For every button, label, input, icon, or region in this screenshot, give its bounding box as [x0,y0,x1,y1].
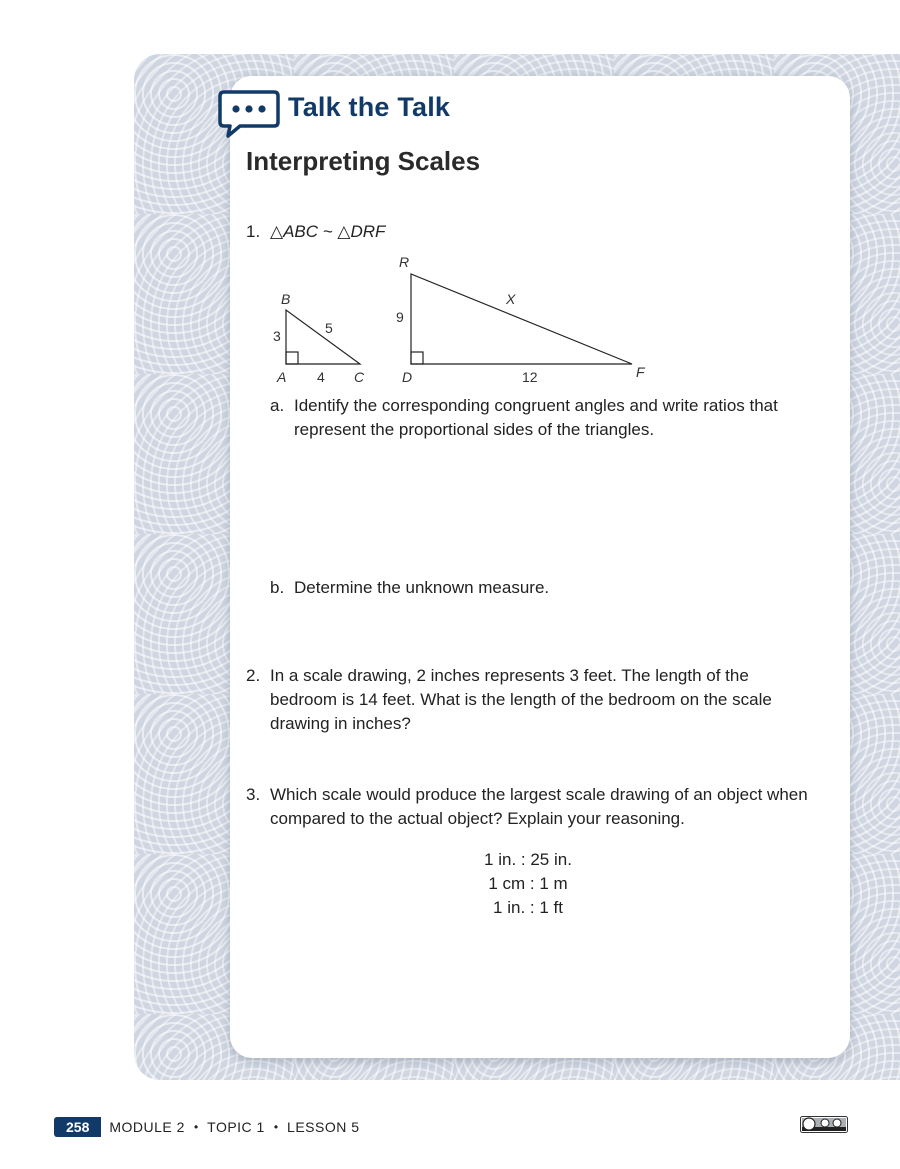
question-text: Determine the unknown measure. [294,578,550,597]
right-angle-marker-a [286,352,298,364]
similar-triangles-figure [270,252,650,388]
question-letter: a. [270,396,285,415]
footer-lesson: LESSON 5 [287,1119,360,1135]
scale-option: 1 cm : 1 m [488,874,568,893]
question-text: In a scale drawing, 2 inches represents 3 feet. The length of the bedroom is 14 feet. What is the length of the bedroom on the scale drawing in inches? [270,666,772,733]
label-side-dr: 9 [396,309,404,325]
footer-topic: TOPIC 1 [207,1119,265,1135]
label-vertex-f: F [636,364,645,380]
question-number: 1. [246,222,261,241]
scale-option: 1 in. : 25 in. [484,850,572,869]
question-text: Identify the corresponding congruent angles and write ratios that represent the proportional sides of the triangles. [294,396,778,439]
page-footer [54,1116,360,1138]
label-vertex-a: A [277,369,287,385]
question-1 [246,220,806,244]
question-3 [246,783,816,831]
question-1b [270,576,815,600]
footer-separator: • [193,1120,199,1134]
section-title: Interpreting Scales [246,146,481,176]
question-2 [246,664,816,736]
speech-bubble-icon [218,88,280,138]
scale-options-list [400,848,656,920]
label-vertex-b: B [281,291,291,307]
triangle-abc [286,310,360,364]
label-side-df: 12 [522,369,538,385]
right-angle-marker-d [411,352,423,364]
question-number: 3. [246,785,261,804]
footer-separator: • [273,1120,279,1134]
label-vertex-r: R [399,254,410,270]
question-text: △ABC ~ △DRF [270,222,386,241]
triangle-drf [411,274,632,364]
label-side-ac: 4 [317,369,325,385]
label-vertex-d: D [402,369,413,385]
question-text: Which scale would produce the largest scale drawing of an object when compared to the actual object? Explain your reasoning. [270,785,808,828]
label-side-rf: X [506,291,516,307]
question-1a [270,394,815,442]
feature-title: Talk the Talk [288,92,451,122]
scale-option: 1 in. : 1 ft [493,898,563,917]
creative-commons-icon [800,1116,848,1133]
page-number: 258 [54,1117,101,1137]
footer-module: MODULE 2 [109,1119,185,1135]
label-side-ab: 3 [273,328,281,344]
label-side-bc: 5 [325,320,333,336]
label-vertex-c: C [354,369,365,385]
question-number: 2. [246,666,261,685]
question-letter: b. [270,578,285,597]
